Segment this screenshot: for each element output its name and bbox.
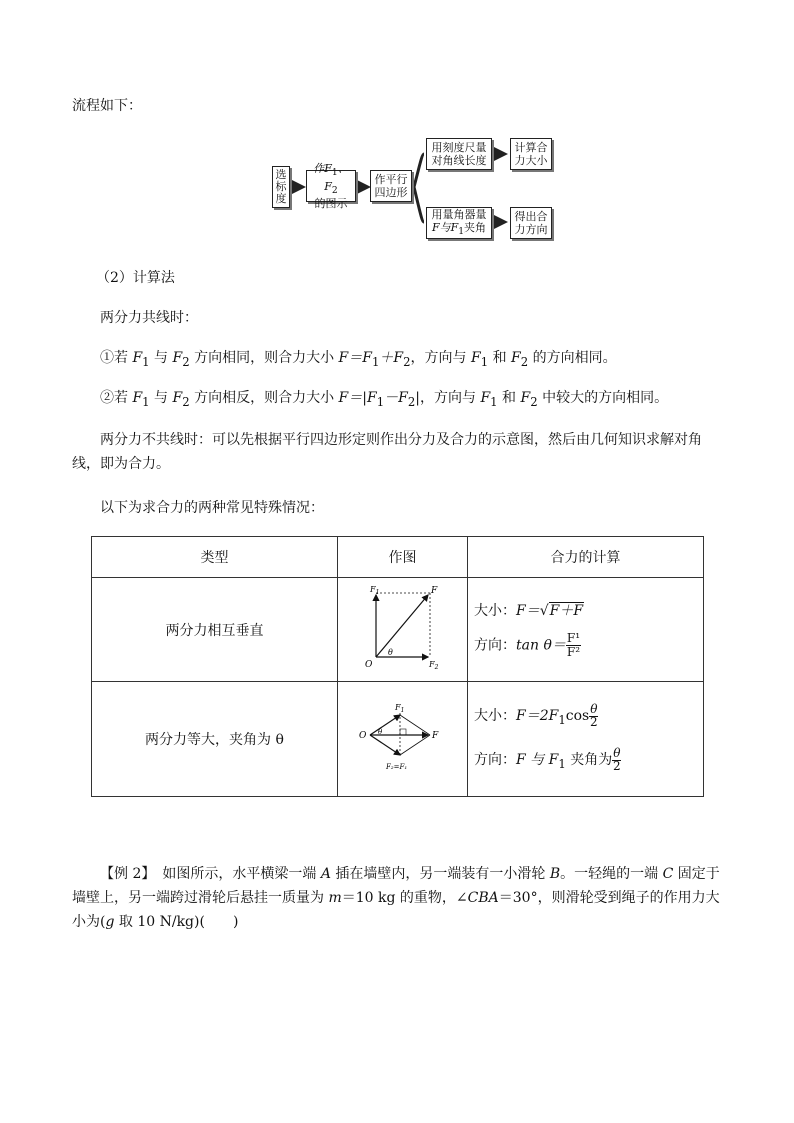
flow-step-direction bbox=[510, 207, 552, 239]
side-line bbox=[400, 715, 430, 735]
perpendicular-forces-figure bbox=[358, 583, 448, 673]
f-symbol: F与F bbox=[431, 220, 459, 234]
flow-step-draw-forces-label bbox=[307, 162, 355, 209]
symbol: CBA bbox=[467, 890, 499, 906]
sub: 2 bbox=[407, 394, 416, 409]
f-symbol: F bbox=[511, 350, 521, 366]
symbol: g bbox=[105, 914, 115, 930]
text: 和 bbox=[488, 350, 512, 366]
f-symbol: F bbox=[480, 390, 491, 406]
text: 方向相同，则合力大小 bbox=[189, 350, 339, 366]
sub: 1 bbox=[558, 756, 566, 771]
formula: F＝|F bbox=[338, 390, 377, 406]
right-angle-mark bbox=[400, 729, 406, 735]
header-type: 类型 bbox=[92, 537, 338, 578]
text: 大小： bbox=[474, 708, 516, 725]
fraction bbox=[566, 632, 581, 659]
text: 中较大的方向相同。 bbox=[537, 390, 669, 406]
text: 插在墙壁内，另一端装有一小滑轮 bbox=[330, 866, 550, 882]
sub: 2 bbox=[182, 354, 190, 369]
intro-text: 流程如下： bbox=[72, 98, 142, 114]
text: ，方向与 bbox=[410, 350, 471, 366]
flow-text: 对角线长度 bbox=[431, 154, 487, 167]
sub: 1 bbox=[558, 713, 566, 727]
f-symbol: F bbox=[132, 390, 143, 406]
f-symbol: F bbox=[520, 390, 531, 406]
sub-1: 1 bbox=[331, 167, 338, 179]
section-heading: （2）计算法 bbox=[96, 270, 175, 286]
flow-step-scale-label: 选标度 bbox=[275, 168, 287, 205]
label-f2: $F_2$ bbox=[428, 659, 438, 671]
example-tag: 【例 2】 bbox=[100, 866, 149, 882]
sub: 2 bbox=[530, 394, 538, 409]
noncollinear-paragraph: 两分力不共线时：可以先根据平行四边形定则作出分力及合力的示意图，然后由几何知识求解对角线，即为合力。 bbox=[72, 432, 702, 472]
formula: F＝2F bbox=[516, 708, 559, 725]
flow-measure-length-label bbox=[432, 141, 487, 167]
f1-vector bbox=[370, 715, 400, 735]
fraction bbox=[612, 747, 621, 773]
row1-direction bbox=[468, 632, 703, 659]
row1-calculation bbox=[468, 578, 704, 682]
flow-step-parallelogram-label: 作平行四边形 bbox=[374, 173, 408, 199]
row2-direction bbox=[468, 747, 703, 775]
text: 夹角为 bbox=[565, 752, 613, 768]
rule-same-direction bbox=[72, 346, 722, 374]
sub: 2 bbox=[182, 394, 190, 409]
sub-1: 1 bbox=[458, 226, 465, 238]
header-calculation: 合力的计算 bbox=[468, 537, 704, 578]
text: ①若 bbox=[100, 350, 133, 366]
denominator: 2 bbox=[613, 759, 621, 773]
collinear-title: 两分力共线时： bbox=[100, 310, 198, 326]
row1-size bbox=[468, 600, 703, 622]
symbol: m bbox=[328, 890, 342, 906]
special-cases-table bbox=[91, 536, 704, 797]
label-f: F bbox=[431, 731, 438, 741]
sub: 2 bbox=[403, 354, 411, 369]
sqrt-sign: √ bbox=[539, 603, 549, 619]
flow-step-parallelogram bbox=[370, 170, 412, 202]
example-2 bbox=[72, 862, 722, 934]
formula: ＋F bbox=[379, 350, 404, 366]
flowchart bbox=[262, 134, 562, 244]
row2-calculation bbox=[468, 682, 704, 797]
formula: F 与 F bbox=[516, 752, 559, 768]
f-symbol: F bbox=[132, 350, 143, 366]
denominator: F² bbox=[566, 645, 581, 659]
branch-top bbox=[414, 154, 424, 187]
label-o: O bbox=[364, 659, 372, 670]
sub: 1 bbox=[142, 394, 150, 409]
flow-text: 夹角 bbox=[464, 220, 487, 234]
label-f: F bbox=[430, 585, 437, 596]
sqrt-body: F＋F bbox=[549, 603, 584, 619]
text: 的方向相同。 bbox=[528, 350, 617, 366]
text: 和 bbox=[497, 390, 521, 406]
label-bottom: F₂=F₁ bbox=[385, 763, 407, 771]
text: ＝10 kg 的重物，∠ bbox=[341, 890, 468, 906]
text: 固定于墙壁上，另一端跨过滑轮后悬挂一质量为 bbox=[72, 866, 720, 906]
symbol: B bbox=[549, 866, 561, 882]
label-f1: $F_1$ bbox=[369, 584, 379, 596]
text: 与 bbox=[149, 350, 173, 366]
branch-bottom bbox=[414, 187, 424, 222]
label-theta: θ bbox=[387, 647, 393, 657]
label-theta: θ bbox=[377, 728, 382, 736]
numerator: θ bbox=[613, 746, 621, 760]
row2-size bbox=[468, 703, 703, 731]
f-symbol: F bbox=[471, 350, 481, 366]
table-header-row bbox=[92, 537, 704, 578]
formula: F＝F bbox=[338, 350, 372, 366]
denominator: 2 bbox=[590, 715, 598, 730]
formula: F＝ bbox=[516, 603, 540, 619]
symbol: A bbox=[320, 866, 331, 882]
numerator: θ bbox=[590, 702, 598, 717]
flow-step-measure-angle bbox=[426, 207, 492, 239]
formula: －F bbox=[384, 390, 408, 406]
flow-step-measure-length bbox=[426, 138, 492, 170]
text: 方向： bbox=[474, 752, 516, 768]
flow-step-scale bbox=[272, 166, 290, 208]
row1-figure-cell bbox=[338, 578, 468, 682]
f-symbol: 作F bbox=[313, 162, 332, 176]
flow-step-compute-size bbox=[510, 138, 552, 170]
flow-text: 用刻度尺量 bbox=[431, 141, 487, 154]
flow-text: 用量角器量 bbox=[431, 207, 487, 221]
text: cos bbox=[565, 708, 590, 725]
formula: tan θ＝ bbox=[516, 637, 566, 654]
header-figure: 作图 bbox=[338, 537, 468, 578]
flow-measure-angle-label bbox=[432, 208, 487, 238]
label-o: O bbox=[358, 731, 366, 741]
text: 与 bbox=[149, 390, 173, 406]
numerator: F¹ bbox=[566, 631, 581, 645]
f-symbol: F bbox=[172, 390, 183, 406]
sub: 1 bbox=[480, 354, 489, 369]
flow-compute-size-label: 计算合力大小 bbox=[514, 141, 548, 167]
sub-2: 2 bbox=[331, 184, 338, 196]
text: 方向相反，则合力大小 bbox=[189, 390, 339, 406]
text: 。一轻绳的一端 bbox=[560, 866, 663, 882]
text: 方向： bbox=[474, 637, 516, 654]
f-symbol: F bbox=[172, 350, 183, 366]
sub: 1 bbox=[490, 394, 498, 409]
sub: 1 bbox=[142, 354, 150, 369]
text: 取 10 N/kg)( ) bbox=[114, 914, 239, 930]
text: 大小： bbox=[474, 603, 516, 619]
table-row bbox=[92, 682, 704, 797]
rule-opposite-direction bbox=[72, 386, 722, 414]
row2-figure-cell bbox=[338, 682, 468, 797]
sub: 1 bbox=[371, 354, 380, 369]
row2-type: 两分力等大，夹角为 θ bbox=[92, 682, 338, 797]
equal-forces-figure bbox=[356, 697, 450, 777]
row1-type: 两分力相互垂直 bbox=[92, 578, 338, 682]
flow-step-draw-forces bbox=[306, 162, 356, 210]
side-line bbox=[400, 735, 430, 755]
text: | bbox=[415, 390, 420, 406]
text: ＝30°，则滑轮受到绳子的作用力大小为( bbox=[72, 890, 720, 930]
symbol: C bbox=[662, 866, 674, 882]
f2-vector bbox=[370, 735, 400, 755]
text: 如图所示，水平横梁一端 bbox=[148, 866, 321, 882]
resultant-vector bbox=[376, 595, 428, 657]
text: ②若 bbox=[100, 390, 133, 406]
special-cases-intro: 以下为求合力的两种常见特殊情况： bbox=[100, 500, 324, 516]
table-row bbox=[92, 578, 704, 682]
text: ，方向与 bbox=[419, 390, 481, 406]
sub: 2 bbox=[520, 354, 529, 369]
sub: 1 bbox=[376, 394, 385, 409]
fraction bbox=[589, 703, 598, 729]
label-f1: $F_1$ bbox=[394, 703, 404, 714]
flow-direction-label: 得出合力方向 bbox=[514, 210, 548, 236]
f-symbol: 、F bbox=[324, 162, 349, 193]
flow-text: 的图示 bbox=[314, 196, 348, 210]
